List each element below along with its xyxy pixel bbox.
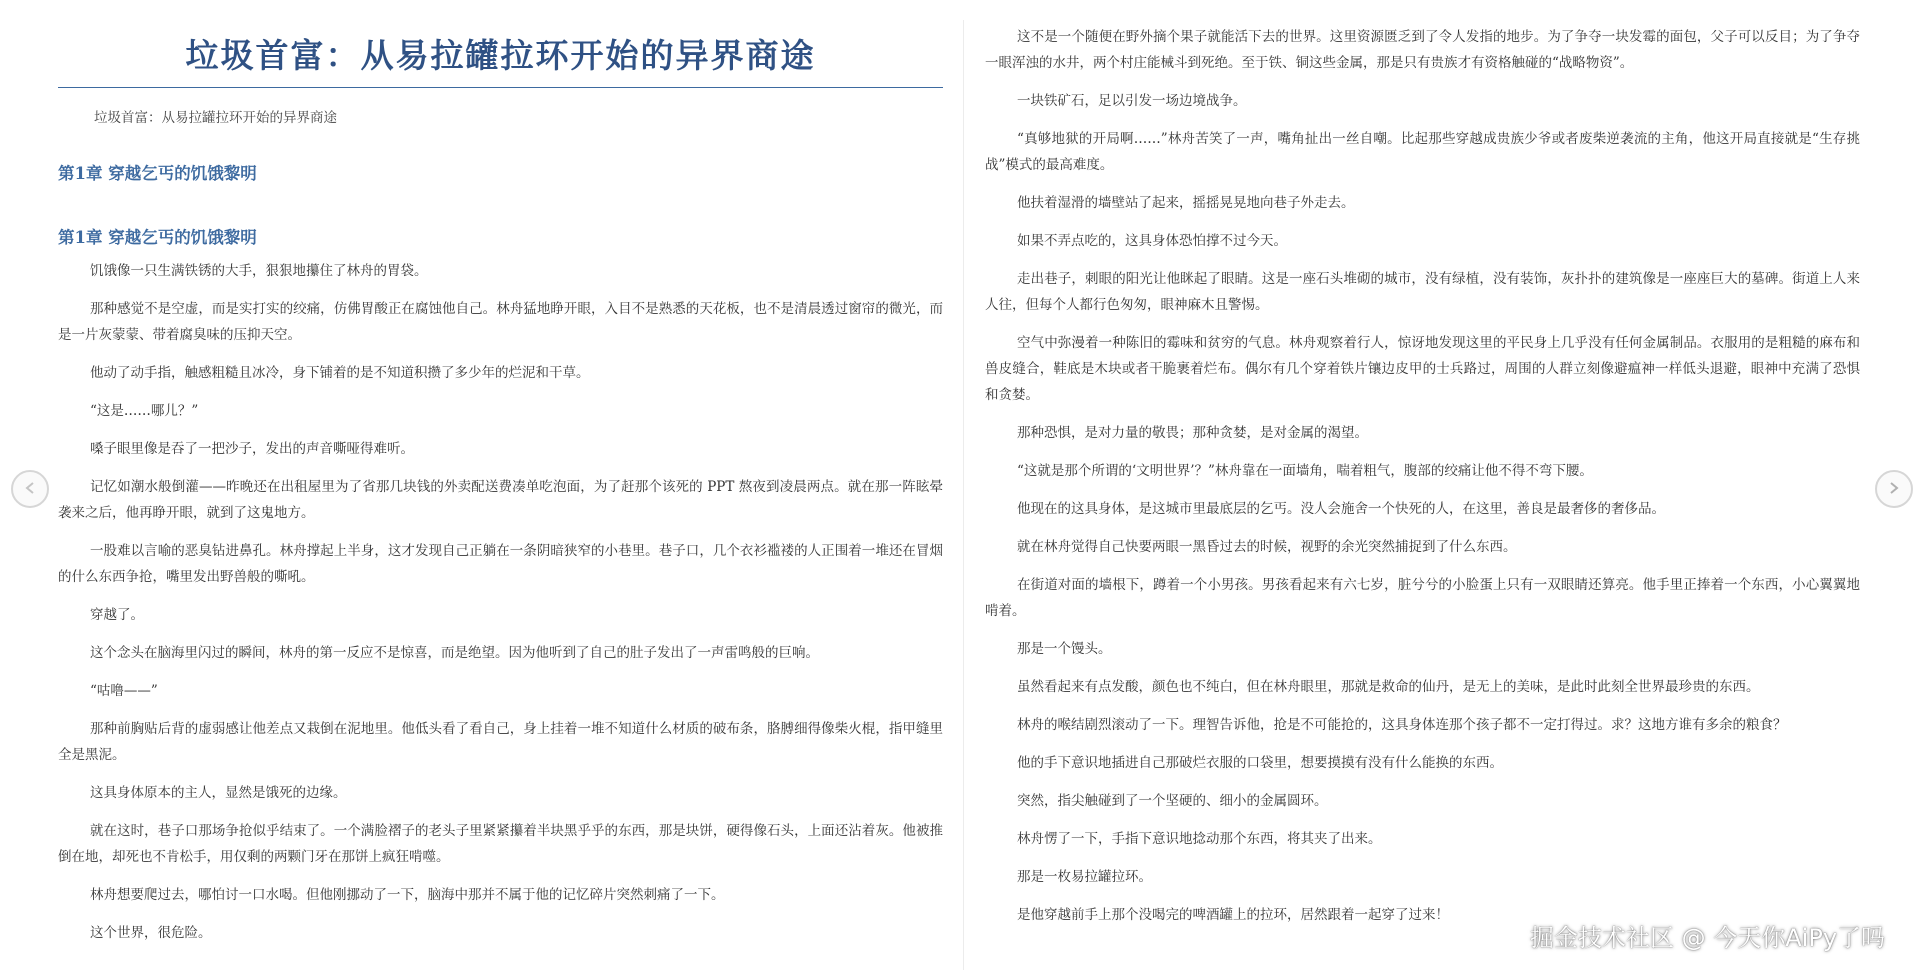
paragraph: 那种恐惧，是对力量的敬畏；那种贪婪，是对金属的渴望。	[1017, 425, 1368, 441]
paragraph: 这不是一个随便在野外摘个果子就能活下去的世界。这里资源匮乏到了令人发指的地步。为了争夺一块发霉的面包，父子可以反目；为了争夺一眼浑浊的水井，两个村庄能械斗到死绝。至于铁、铜这些金属，那是只有贵族才有资格触碰的“战略物资”。	[985, 29, 1860, 71]
paragraph: 林舟想要爬过去，哪怕讨一口水喝。但他刚挪动了一下，脑海中那并不属于他的记忆碎片突然刺痛了一下。	[90, 887, 725, 903]
paragraph: 就在这时，巷子口那场争抢似乎结束了。一个满脸褶子的老头子里紧紧攥着半块黑乎乎的东西，那是块饼，硬得像石头，上面还沾着灰。他被推倒在地，却死也不肯松手，用仅剩的两颗门牙在那饼上疯狂啃噬。	[58, 823, 943, 865]
chapter-heading-repeat: 第1章 穿越乞丐的饥饿黎明	[58, 228, 257, 247]
paragraph: 就在林舟觉得自己快要两眼一黑昏过去的时候，视野的余光突然捕捉到了什么东西。	[1017, 539, 1517, 555]
paragraph: “真够地狱的开局啊……”林舟苦笑了一声，嘴角扯出一丝自嘲。比起那些穿越成贵族少爷或者废柴逆袭流的主角，他这开局直接就是“生存挑战”模式的最高难度。	[985, 131, 1860, 173]
paragraph: 这具身体原本的主人，显然是饿死的边缘。	[90, 785, 347, 801]
paragraph: 走出巷子，刺眼的阳光让他眯起了眼睛。这是一座石头堆砌的城市，没有绿植，没有装饰，灰扑扑的建筑像是一座座巨大的墓碑。街道上人来人往，但每个人都行色匆匆，眼神麻木且警惕。	[985, 271, 1860, 313]
paragraph: 饥饿像一只生满铁锈的大手，狠狠地攥住了林舟的胃袋。	[90, 263, 428, 279]
paragraph: “这是……哪儿？”	[90, 403, 199, 419]
paragraph: 林舟愣了一下，手指下意识地捻动那个东西，将其夹了出来。	[1017, 831, 1382, 847]
left-page-body	[58, 258, 943, 946]
paragraph: 林舟的喉结剧烈滚动了一下。理智告诉他，抢是不可能抢的，这具身体连那个孩子都不一定打得过。求？这地方谁有多余的粮食？	[1017, 717, 1787, 733]
chevron-left-icon	[23, 480, 37, 499]
paragraph: 穿越了。	[90, 607, 144, 623]
paragraph: 突然，指尖触碰到了一个坚硬的、细小的金属圆环。	[1017, 793, 1328, 809]
paragraph: “咕噜——”	[90, 683, 158, 699]
watermark: 掘金技术社区 @ 今天你AiPy了吗	[1530, 924, 1886, 952]
paragraph: 一股难以言喻的恶臭钻进鼻孔。林舟撑起上半身，这才发现自己正躺在一条阴暗狭窄的小巷里。巷子口，几个衣衫褴褛的人正围着一堆还在冒烟的什么东西争抢，嘴里发出野兽般的嘶吼。	[58, 543, 943, 585]
right-page-body	[985, 24, 1860, 928]
paragraph: 他扶着湿滑的墙壁站了起来，摇摇晃晃地向巷子外走去。	[1017, 195, 1355, 211]
paragraph: 那是一枚易拉罐拉环。	[1017, 869, 1152, 885]
paragraph: 记忆如潮水般倒灌——昨晚还在出租屋里为了省那几块钱的外卖配送费凑单吃泡面，为了赶那个该死的 PPT 熬夜到凌晨两点。就在那一阵眩晕袭来之后，他再睁开眼，就到了这鬼地方。	[58, 479, 943, 521]
paragraph: 这个念头在脑海里闪过的瞬间，林舟的第一反应不是惊喜，而是绝望。因为他听到了自己的肚子发出了一声雷鸣般的巨响。	[90, 645, 819, 661]
page-gutter	[963, 20, 964, 970]
paragraph: 嗓子眼里像是吞了一把沙子，发出的声音嘶哑得难听。	[90, 441, 414, 457]
next-page-button[interactable]	[1875, 470, 1913, 508]
right-page	[985, 0, 1860, 975]
paragraph: 是他穿越前手上那个没喝完的啤酒罐上的拉环，居然跟着一起穿了过来！	[1017, 907, 1449, 923]
paragraph: 那种前胸贴后背的虚弱感让他差点又栽倒在泥地里。他低头看了看自己，身上挂着一堆不知道什么材质的破布条，胳膊细得像柴火棍，指甲缝里全是黑泥。	[58, 721, 943, 763]
paragraph: 空气中弥漫着一种陈旧的霉味和贫穷的气息。林舟观察着行人，惊讶地发现这里的平民身上几乎没有任何金属制品。衣服用的是粗糙的麻布和兽皮缝合，鞋底是木块或者干脆裹着烂布。偶尔有几个穿着铁片镶边皮甲的士兵路过，周围的人群立刻像避瘟神一样低头退避，眼神中充满了恐惧和贪婪。	[985, 335, 1860, 403]
document-title: 垃圾首富：从易拉罐拉环开始的异界商途	[185, 36, 816, 75]
paragraph: 如果不弄点吃的，这具身体恐怕撑不过今天。	[1017, 233, 1287, 249]
chevron-right-icon	[1887, 480, 1901, 499]
paragraph: 这个世界，很危险。	[90, 925, 212, 941]
paragraph: 他动了动手指，触感粗糙且冰冷，身下铺着的是不知道积攒了多少年的烂泥和干草。	[90, 365, 590, 381]
paragraph: 一块铁矿石，足以引发一场边境战争。	[1017, 93, 1247, 109]
prev-page-button[interactable]	[11, 470, 49, 508]
paragraph: “这就是那个所谓的‘文明世界’？”林舟靠在一面墙角，喘着粗气，腹部的绞痛让他不得不弯下腰。	[1017, 463, 1593, 479]
paragraph: 那种感觉不是空虚，而是实打实的绞痛，仿佛胃酸正在腐蚀他自己。林舟猛地睁开眼，入目不是熟悉的天花板，也不是清晨透过窗帘的微光，而是一片灰蒙蒙、带着腐臭味的压抑天空。	[58, 301, 943, 343]
left-page	[58, 0, 943, 975]
chapter-heading: 第1章 穿越乞丐的饥饿黎明	[58, 164, 257, 183]
paragraph: 他的手下意识地插进自己那破烂衣服的口袋里，想要摸摸有没有什么能换的东西。	[1017, 755, 1503, 771]
document-subtitle: 垃圾首富：从易拉罐拉环开始的异界商途	[94, 110, 337, 126]
paragraph: 他现在的这具身体，是这城市里最底层的乞丐。没人会施舍一个快死的人，在这里，善良是最奢侈的奢侈品。	[1017, 501, 1665, 517]
paragraph: 那是一个馒头。	[1017, 641, 1112, 657]
paragraph: 虽然看起来有点发酸，颜色也不纯白，但在林舟眼里，那就是救命的仙丹，是无上的美味，是此时此刻全世界最珍贵的东西。	[1017, 679, 1760, 695]
paragraph: 在街道对面的墙根下，蹲着一个小男孩。男孩看起来有六七岁，脏兮兮的小脸蛋上只有一双眼睛还算亮。他手里正捧着一个东西，小心翼翼地啃着。	[985, 577, 1860, 619]
title-divider	[58, 87, 943, 88]
